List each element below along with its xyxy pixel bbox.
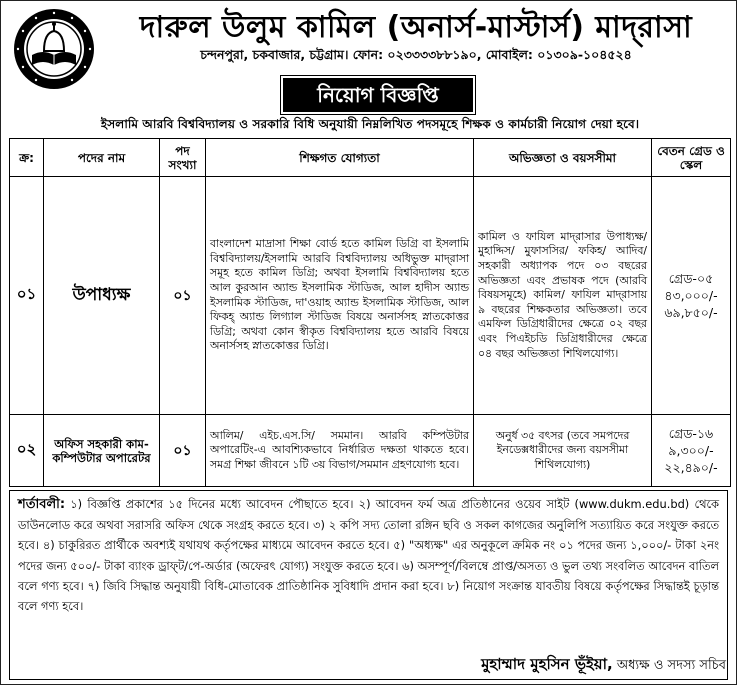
header-count: পদ সংখ্যা (160, 139, 206, 177)
row-count: ০১ (160, 415, 206, 487)
header-post: পদের নাম (44, 139, 160, 177)
row-experience: অনুর্ধ ৩৫ বৎসর (তবে সমপদের ইনডেক্সধারীদের জন্য বয়সসীমা শিথিলযোগ্য) (474, 415, 652, 487)
terms-label: শর্তাবলী: (18, 497, 66, 512)
signature-block (481, 653, 726, 678)
madrasa-seal-logo-icon (10, 7, 98, 99)
terms-section (9, 490, 728, 680)
row-education: আলিম/ এইচ.এস.সি/ সমমান। আরবি কম্পিউটার অপারেটিং-এ আবশ্যিকভাবে নির্ধারিত দক্ষতা থাকতে হবে। সমগ্র শিক্ষা জীবনে ১টি ৩য় বিভাগ/সমমান গ্রহণযোগ্য হবে। (206, 415, 474, 487)
seal-graphic (10, 7, 98, 99)
row-count: ০১ (160, 177, 206, 415)
notice-badge: নিয়োগ বিজ্ঞপ্তি (283, 78, 473, 112)
institution-address: চন্দনপুরা, চকবাজার, চট্টগ্রাম। ফোন: ০২৩৩৩৩৮৮১৯০, মোবাইল: ০১৩০৯-১০৪৫২৪ (200, 47, 632, 62)
row-serial: ০২ (10, 415, 44, 487)
pay-grade: গ্রেড-০৫ (668, 271, 714, 286)
row-education: বাংলাদেশ মাদ্রাসা শিক্ষা বোর্ড হতে কামিল ডিগ্রি বা ইসলামি বিশ্ববিদ্যালয়/ইসলামি আরবি বিশ্ববিদ্যালয় অধিভুক্ত মাদ্‌রাসা সমূহ হতে কামিল ডিগ্রি; অথবা ইসলামি বিশ্ববিদ্যালয় হতে আল কুরআন অ্যান্ড ইসলামিক স্টাডিজ, আল হাদীস অ্যান্ড ইসলামিক স্টাডিজ, দা'ওয়াহ অ্যান্ড ইসলামিক স্টাডিজ, আল ফিকহ্‌ অ্যান্ড লিগ্যাল স্টাডিজ বিষয়ে অনার্সসহ স্নাতকোত্তর ডিগ্রি; অথবা কোন স্বীকৃত বিশ্ববিদ্যালয় হতে আরবি বিষয়ে অনার্সসহ স্নাতকোত্তর ডিগ্রি। (206, 177, 474, 415)
pay-grade: গ্রেড-১৬ (668, 426, 714, 441)
header-education: শিক্ষগত যোগ্যতা (206, 139, 474, 177)
terms-text: ১) বিজ্ঞপ্তি প্রকাশের ১৫ দিনের মধ্যে আবেদন পৌছাতে হবে। ২) আবেদন ফর্ম অত্র প্রতিষ্ঠানের ওয়েব সাইট (www.dukm.edu.bd) থেকে ডাউনলোড করে অথবা সরাসরি অফিস থেকে সংগ্রহ করতে হবে। ৩) ২ কপি সদ্য তোলা রঙ্গিন ছবি ও সকল কাগজের অনুলিপি সত্যায়িত করে সংযুক্ত করতে হবে। ৪) চাকুরিরত প্রার্থীকে অবশ্যই যথাযথ কর্তৃপক্ষের মাধ্যমে আবেদন করতে হবে। ৫) "অধ্যক্ষ" এর অনুকূলে ক্রমিক নং ০১ পদের জন্য ১,০০০/- টাকা ২নং পদের জন্য ৫০০/- টাকা ব্যাংক ড্রাফ্‌ট/পে-অর্ডার (অফেরৎ যোগ্য) সংযুক্ত করতে হবে। ৬) অসম্পূর্ণ/বিলম্বে প্রাপ্ত/অসত্য ও ভুল তথ্য সংবলিত আবেদন বাতিল বলে গণ্য হবে। ৭) জিবি সিদ্ধান্ত অনুযায়ী বিধি-মোতাবেক প্রাতিষ্ঠানিক সুবিধাদি প্রদান করা হবে। ৮) নিয়োগ সংক্রান্ত যাবতীয় বিষয়ে কর্তৃপক্ষের সিদ্ধান্তই চূড়ান্ত বলে গণ্য হবে। (18, 497, 719, 614)
intro-statement: ইসলামি আরবি বিশ্ববিদ্যালয় ও সরকারি বিধি অনুযায়ী নিম্নলিখিত পদসমূহে শিক্ষক ও কার্মচারী নিয়োগ দেয়া হবে। (100, 117, 640, 131)
table-row (10, 177, 731, 415)
pay-scale-max: ৬৯,৮৫০/- (664, 305, 718, 320)
row-post: অফিস সহকারী কাম-কম্পিউটার অপারেটর (44, 415, 160, 487)
header-experience: অভিজ্ঞতা ও বয়সসীমা (474, 139, 652, 177)
row-pay (652, 177, 731, 415)
pay-scale-min: ৯,৩০০/- (668, 443, 714, 458)
table-header-row (10, 139, 731, 177)
vacancy-table (9, 138, 731, 487)
pay-scale-min: ৪৩,০০০/- (664, 288, 718, 303)
pay-scale-max: ২২,৪৯০/- (664, 460, 718, 475)
table-row (10, 415, 731, 487)
header-serial: ক্র: (10, 139, 44, 177)
row-post: উপাধ্যক্ষ (44, 177, 160, 415)
header-pay: বেতন গ্রেড ও স্কেল (652, 139, 731, 177)
row-experience: কামিল ও ফাযিল মাদ্‌রাসার উপাধ্যক্ষ/মুহাদ্দিস/ মুফাসসির/ ফকিহ/ আদিব/ সহকারী অধ্যাপক পদে ০৩ বছরের অভিজ্ঞতা এবং প্রভাষক পদে (আরবি বিষয়সমূহে) কামিল/ ফাযিল মাদ্‌রাসায় ৯ বছরের শিক্ষকতার অভিজ্ঞতা। তবে এমফিল ডিগ্রিধারীদের ক্ষেত্রে ০২ বছর এবং পিএইচডি ডিগ্রিধারীদের ক্ষেত্রে ০৪ বছর অভিজ্ঞতা শিথিলযোগ্য। (474, 177, 652, 415)
row-pay (652, 415, 731, 487)
institution-title: দারুল উলুম কামিল (অনার্স-মাস্টার্স) মাদ্‌রাসা (139, 10, 693, 45)
signatory-designation: অধ্যক্ষ ও সদস্য সচিব (616, 658, 726, 673)
row-serial: ০১ (10, 177, 44, 415)
signatory-name: মুহাম্মাদ মুহসিন ভূঁইয়া, (481, 655, 613, 673)
